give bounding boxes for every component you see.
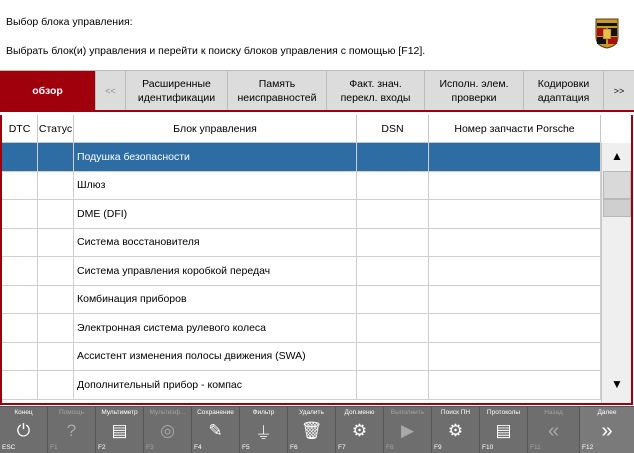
unit-name: DME (DFI) (74, 200, 357, 228)
function-toolbar (0, 406, 634, 453)
unit-name: Электронная система рулевого колеса (74, 314, 357, 342)
search-part-number-button[interactable]: Поиск ПН ⚙ F9 (432, 407, 480, 453)
tab-bar (0, 70, 634, 112)
col-part-number[interactable]: Номер запчасти Porsche (429, 115, 601, 142)
search-gear-icon: ⚙ (447, 421, 464, 440)
table-row[interactable] (2, 143, 601, 172)
table-header (2, 115, 601, 143)
tab-actuators[interactable]: Исполн. элем. проверки (425, 71, 524, 110)
multimeter-button[interactable]: Мультиметр ▤ F2 (96, 407, 144, 453)
wrench-icon: ⚙ (351, 421, 368, 440)
multi-effect-button[interactable]: Мультиэф... ◎ F3 (144, 407, 192, 453)
col-dsn[interactable]: DSN (357, 115, 429, 142)
scroll-down-button[interactable]: ▼ (611, 377, 623, 391)
unit-name: Подушка безопасности (74, 143, 357, 171)
save-button[interactable]: Сохранение ✎ F4 (192, 407, 240, 453)
tab-extended-identification[interactable]: Расширенные идентификации (126, 71, 228, 110)
extra-menu-button[interactable]: Доп.меню ⚙ F7 (336, 407, 384, 453)
scroll-thumb-lower[interactable] (603, 199, 631, 217)
protocols-button[interactable]: Протоколы ▤ F10 (480, 407, 528, 453)
execute-button[interactable]: Выполнить ▶ F8 (384, 407, 432, 453)
multimeter-icon: ▤ (111, 421, 128, 440)
table-row[interactable] (2, 172, 601, 201)
play-icon: ▶ (400, 421, 415, 440)
scroll-thumb[interactable] (603, 171, 631, 199)
table-row[interactable] (2, 314, 601, 343)
table-row[interactable] (2, 200, 601, 229)
tab-scroll-left[interactable]: << (96, 71, 126, 110)
tab-coding-adaptation[interactable]: Кодировки адаптация (524, 71, 604, 110)
control-unit-table (2, 115, 601, 403)
unit-name: Система восстановителя (74, 229, 357, 257)
col-dtc[interactable]: DTC (2, 115, 38, 142)
back-arrow-icon: « (547, 419, 560, 442)
tab-fault-memory[interactable]: Память неисправностей (228, 71, 327, 110)
vertical-scrollbar[interactable] (601, 143, 631, 403)
col-control-unit[interactable]: Блок управления (74, 115, 357, 142)
col-status[interactable]: Статус (38, 115, 74, 142)
table-row[interactable] (2, 257, 601, 286)
table-row[interactable] (2, 371, 601, 400)
exit-button[interactable]: Конец ⏻ ESC (0, 407, 48, 453)
scroll-up-button[interactable]: ▲ (611, 149, 623, 163)
help-button[interactable]: Помощь ? F1 (48, 407, 96, 453)
filter-icon: ⏚ (255, 423, 272, 443)
page-title: Выбор блока управления: (6, 16, 133, 28)
save-icon: ✎ (208, 421, 223, 440)
back-button[interactable]: Назад « F11 (528, 407, 580, 453)
power-icon: ⏻ (16, 421, 31, 440)
tab-scroll-right[interactable]: >> (604, 71, 634, 110)
next-button[interactable]: Далее » F12 (580, 407, 634, 453)
help-icon: ? (66, 421, 77, 440)
trash-icon: 🗑 (300, 421, 323, 440)
delete-button[interactable]: Удалить 🗑 F6 (288, 407, 336, 453)
unit-name: Шлюз (74, 172, 357, 200)
tab-overview[interactable]: обзор (0, 71, 96, 110)
header (0, 0, 634, 68)
porsche-crest-icon (594, 17, 620, 49)
document-icon: ▤ (495, 421, 512, 440)
next-arrow-icon: » (601, 419, 613, 442)
unit-name: Комбинация приборов (74, 286, 357, 314)
table-row[interactable] (2, 343, 601, 372)
instruction-text: Выбрать блок(и) управления и перейти к поиску блоков управления с помощью [F12]. (6, 45, 426, 57)
unit-name: Ассистент изменения полосы движения (SWA) (74, 343, 357, 371)
filter-button[interactable]: Фильтр ⏚ F5 (240, 407, 288, 453)
tab-actual-values[interactable]: Факт. знач. перекл. входы (327, 71, 425, 110)
table-row[interactable] (2, 286, 601, 315)
unit-name: Дополнительный прибор - компас (74, 371, 357, 399)
oscilloscope-icon: ◎ (160, 421, 175, 440)
table-row[interactable] (2, 229, 601, 258)
unit-name: Система управления коробкой передач (74, 257, 357, 285)
